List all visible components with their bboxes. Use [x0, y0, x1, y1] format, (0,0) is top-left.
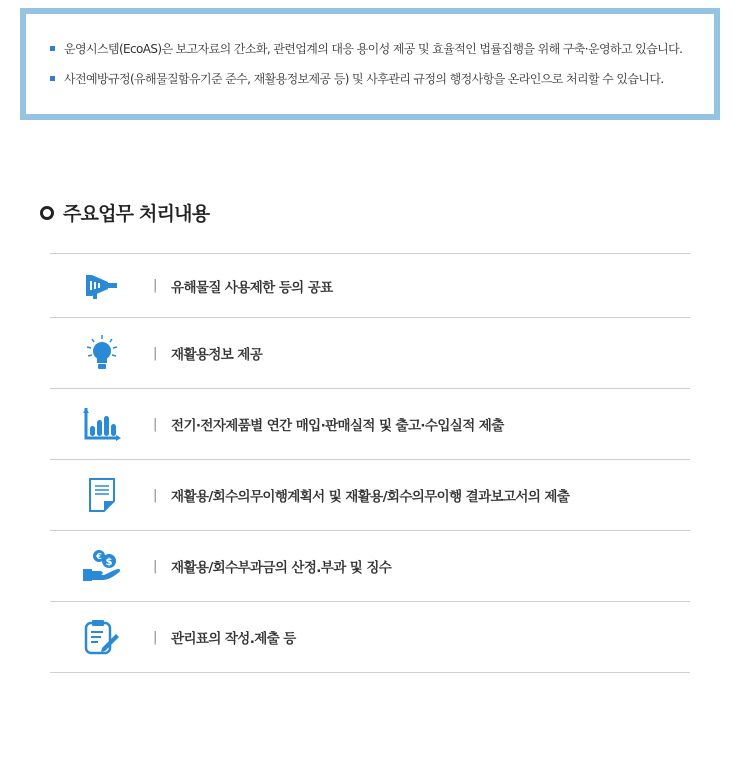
bullet-square-icon [50, 76, 55, 81]
task-row [50, 389, 690, 460]
intro-box [20, 8, 720, 120]
task-row [50, 531, 690, 602]
intro-item [50, 70, 714, 86]
intro-item [50, 40, 714, 56]
bar-chart-icon [80, 402, 124, 446]
task-label: 재활용정보 제공 [171, 347, 263, 363]
separator: | [153, 278, 158, 293]
document-icon [80, 473, 124, 517]
intro-text: 운영시스템(EcoAS)은 보고자료의 간소화, 관련업계의 대응 용이성 제공 및 효율적인 법률집행을 위해 구축·운영하고 있습니다. [64, 41, 683, 56]
task-label: 재활용/회수부과금의 산정.부과 및 징수 [171, 560, 392, 576]
lightbulb-icon [80, 331, 124, 375]
svg-text:€: € [96, 552, 102, 561]
clipboard-edit-icon [80, 615, 124, 659]
task-label: 관리표의 작성.제출 등 [171, 631, 296, 647]
task-list [50, 253, 690, 673]
bullet-square-icon [50, 46, 55, 51]
coins-hand-icon [80, 544, 124, 588]
section-heading [40, 199, 209, 226]
separator: | [153, 629, 158, 645]
separator: | [153, 416, 158, 432]
megaphone-icon [80, 264, 124, 308]
task-row [50, 460, 690, 531]
task-label: 전기·전자제품별 연간 매입·판매실적 및 출고·수입실적 제출 [171, 418, 504, 434]
task-row [50, 318, 690, 389]
task-row [50, 254, 690, 318]
separator: | [153, 345, 158, 361]
task-row [50, 602, 690, 673]
separator: | [153, 558, 158, 574]
intro-text: 사전예방규정(유해물질함유기준 준수, 재활용정보제공 등) 및 사후관리 규정의 행정사항을 온라인으로 처리할 수 있습니다. [64, 71, 664, 86]
section-title: 주요업무 처리내용 [63, 203, 210, 225]
svg-text:$: $ [105, 557, 113, 568]
task-label: 유해물질 사용제한 등의 공표 [171, 279, 333, 296]
task-label: 재활용/회수의무이행계획서 및 재활용/회수의무이행 결과보고서의 제출 [171, 489, 570, 505]
ring-bullet-icon [40, 206, 54, 220]
separator: | [153, 487, 158, 503]
